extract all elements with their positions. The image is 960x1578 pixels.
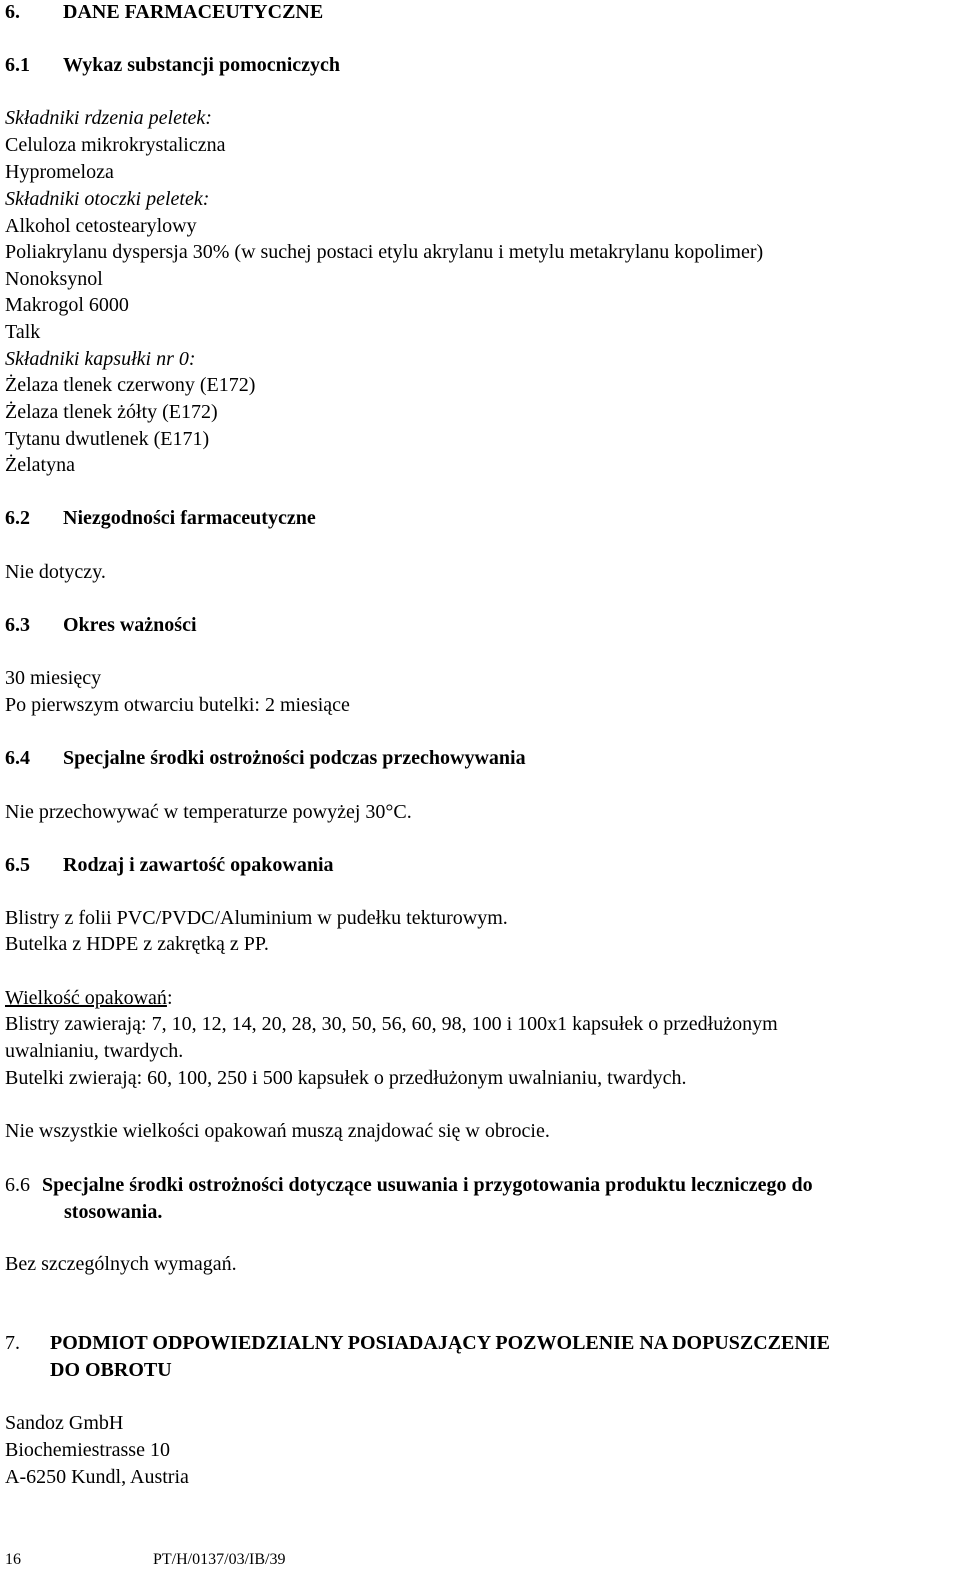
section-7-heading: 7. PODMIOT ODPOWIEDZIALNY POSIADAJĄCY POZWOLENIE NA DOPUSZCZENIE xyxy=(5,1332,830,1354)
coat-item: Talk xyxy=(5,321,41,343)
capsule-item: Żelatyna xyxy=(5,454,75,476)
address-line: Sandoz GmbH xyxy=(5,1412,124,1434)
core-heading: Składniki rdzenia peletek: xyxy=(5,107,212,129)
coat-item: Poliakrylanu dyspersja 30% (w suchej postaci etylu akrylanu i metylu metakrylanu kopolimer) xyxy=(5,241,764,263)
package-line: Butelka z HDPE z zakrętką z PP. xyxy=(5,933,269,955)
pack-sizes-line: uwalnianiu, twardych. xyxy=(5,1040,184,1062)
section-6-heading: 6. DANE FARMACEUTYCZNE xyxy=(5,1,324,23)
pack-sizes-line: Blistry zawierają: 7, 10, 12, 14, 20, 28, 30, 50, 56, 60, 98, 100 i 100x1 kapsułek o przedłużonym xyxy=(5,1013,778,1035)
coat-item: Nonoksynol xyxy=(5,268,103,290)
capsule-item: Żelaza tlenek żółty (E172) xyxy=(5,401,218,423)
coat-heading: Składniki otoczki peletek: xyxy=(5,188,210,210)
shelf-life-line: Po pierwszym otwarciu butelki: 2 miesiące xyxy=(5,694,350,716)
section-6-6-heading: 6.6 Specjalne środki ostrożności dotyczące usuwania i przygotowania produktu leczniczego do xyxy=(5,1174,813,1196)
pack-sizes-note: Nie wszystkie wielkości opakowań muszą znajdować się w obrocie. xyxy=(5,1120,550,1142)
section-6-4-heading: 6.4 Specjalne środki ostrożności podczas przechowywania xyxy=(5,747,526,769)
core-item: Celuloza mikrokrystaliczna xyxy=(5,134,226,156)
shelf-life-line: 30 miesięcy xyxy=(5,667,102,689)
document-code: PT/H/0137/03/IB/39 xyxy=(153,1551,286,1568)
storage-text: Nie przechowywać w temperaturze powyżej 30°C. xyxy=(5,801,412,823)
section-6-2-text: Nie dotyczy. xyxy=(5,561,106,583)
package-line: Blistry z folii PVC/PVDC/Aluminium w pudełku tekturowym. xyxy=(5,907,508,929)
section-6-5-heading: 6.5 Rodzaj i zawartość opakowania xyxy=(5,854,334,876)
page-number: 16 xyxy=(5,1551,21,1568)
pack-sizes-line: Butelki zwierają: 60, 100, 250 i 500 kapsułek o przedłużonym uwalnianiu, twardych. xyxy=(5,1067,687,1089)
coat-item: Makrogol 6000 xyxy=(5,294,129,316)
capsule-heading: Składniki kapsułki nr 0: xyxy=(5,348,196,370)
address-line: A-6250 Kundl, Austria xyxy=(5,1466,189,1488)
section-6-3-heading: 6.3 Okres ważności xyxy=(5,614,197,636)
section-6-6-heading-cont: stosowania. xyxy=(64,1201,163,1223)
section-6-1-heading: 6.1 Wykaz substancji pomocniczych xyxy=(5,54,341,76)
disposal-text: Bez szczególnych wymagań. xyxy=(5,1253,237,1275)
address-line: Biochemiestrasse 10 xyxy=(5,1439,170,1461)
section-7-heading-cont: DO OBROTU xyxy=(50,1359,172,1381)
capsule-item: Tytanu dwutlenek (E171) xyxy=(5,428,210,450)
section-6-2-heading: 6.2 Niezgodności farmaceutyczne xyxy=(5,507,316,529)
pack-sizes-label: Wielkość opakowań: xyxy=(5,987,173,1009)
capsule-item: Żelaza tlenek czerwony (E172) xyxy=(5,374,256,396)
core-item: Hypromeloza xyxy=(5,161,114,183)
coat-item: Alkohol cetostearylowy xyxy=(5,215,197,237)
